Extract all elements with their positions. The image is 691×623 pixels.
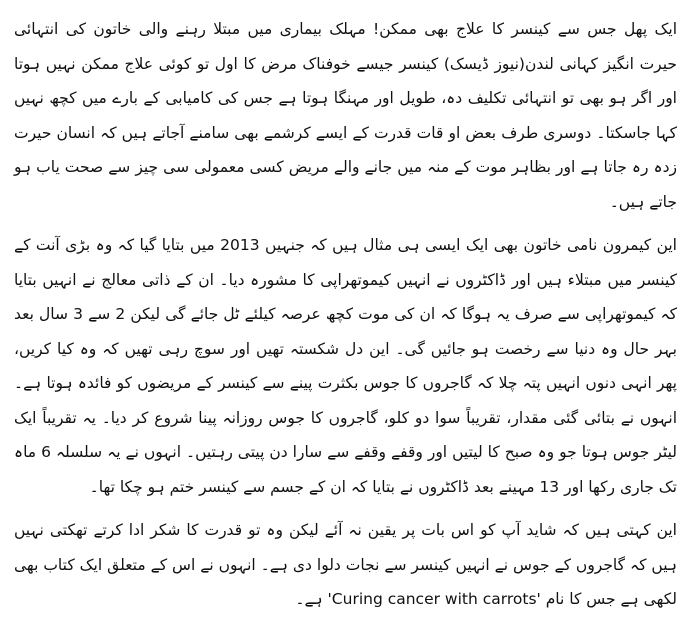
article-body bbox=[14, 12, 677, 617]
article-paragraph: این کہتی ہیں کہ شاید آپ کو اس بات پر یقین نہ آئے لیکن وہ تو قدرت کا شکر ادا کرتے تھکتی نہیں ہیں کہ گاجروں کے جوس نے انہیں کینسر سے نجات دلوا دی ہے۔ انہوں نے اس کے متعلق ایک کتاب بھی لکھی ہے جس کا نام 'Curing cancer with carrots' ہے۔ bbox=[14, 521, 677, 608]
article-paragraph: این کیمرون نامی خاتون بھی ایک ایسی ہی مثال ہیں کہ جنہیں 2013 میں بتایا گیا کہ وہ بڑی آنت کے کینسر میں مبتلاء ہیں اور ڈاکٹروں نے انہیں کیموتھراپی کا مشورہ دیا۔ ان کے ذاتی معالج نے انہیں بتایا کہ کیموتھراپی سے صرف یہ ہوگا کہ ان کی موت کچھ عرصہ کیلئے ٹل جائے گی لیکن 2 سے 3 سال بعد بہر حال وہ دنیا سے رخصت ہو جائیں گی۔ این دل شکستہ تھیں اور سوچ رہی تھیں کہ وہ کیا کریں، پھر انہی دنوں انہیں پتہ چلا کہ گاجروں کا جوس بکثرت پینے سے کینسر کے مریضوں کو فائدہ ہوتا ہے۔ انہوں نے بتائی گئی مقدار، تقریباً سوا دو کلو، گاجروں کا جوس روزانہ پینا شروع کر دیا۔ یہ تقریباً ایک لیٹر جوس ہوتا جو وہ صبح کا لیتیں اور وقفے وقفے سے سارا دن پیتی رہتیں۔ انہوں نے یہ سلسلہ 6 ماہ تک جاری رکھا اور 13 مہینے بعد ڈاکٹروں نے بتایا کہ ان کے جسم سے کینسر ختم ہو چکا تھا۔ bbox=[14, 236, 677, 496]
article-paragraph: ایک پھل جس سے کینسر کا علاج بھی ممکن! مہلک بیماری میں مبتلا رہنے والی خاتون کی انتہائی حیرت انگیز کہانی لندن(نیوز ڈیسک) کینسر جیسے خوفناک مرض کا اول تو کوئی علاج ممکن نہیں ہوتا اور اگر ہو بھی تو انتہائی تکلیف دہ، طویل اور مہنگا ہوتا ہے جس کی کامیابی کے بارے میں کچھ نہیں کہا جاسکتا۔ دوسری طرف بعض او قات قدرت کے ایسے کرشمے بھی سامنے آجاتے ہیں کہ انسان حیرت زدہ رہ جاتا ہے اور بظاہر موت کے منہ میں جانے والے مریض کسی معمولی سی چیز سے صحت یاب ہو جاتے ہیں۔ bbox=[14, 20, 677, 211]
